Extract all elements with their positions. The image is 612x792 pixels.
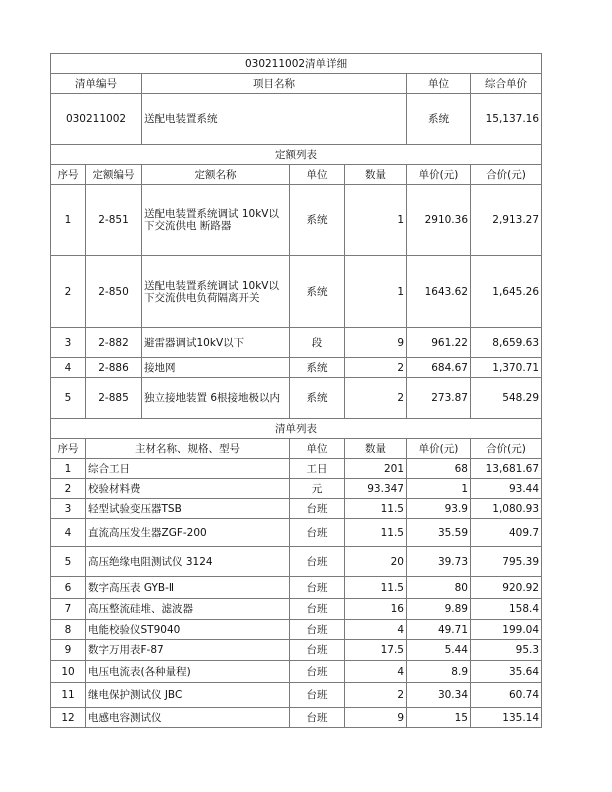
material-qty: 16 bbox=[345, 599, 407, 620]
quota-row bbox=[51, 256, 542, 328]
material-qty: 11.5 bbox=[345, 499, 407, 519]
material-price: 49.71 bbox=[407, 620, 471, 640]
quota-header-row bbox=[51, 165, 542, 185]
bill-header-code: 清单编号 bbox=[51, 74, 142, 94]
material-price: 8.9 bbox=[407, 661, 471, 683]
quota-qty: 2 bbox=[345, 358, 407, 378]
material-row bbox=[51, 547, 542, 577]
quota-no: 2 bbox=[51, 256, 86, 328]
quota-code: 2-851 bbox=[86, 185, 142, 256]
material-qty: 4 bbox=[345, 620, 407, 640]
material-name: 数字万用表F-87 bbox=[86, 640, 290, 661]
material-name: 电感电容测试仪 bbox=[86, 708, 290, 728]
quota-row bbox=[51, 358, 542, 378]
quota-unit: 系统 bbox=[290, 256, 345, 328]
material-qty: 11.5 bbox=[345, 519, 407, 547]
material-no: 8 bbox=[51, 620, 86, 640]
quota-name: 接地网 bbox=[142, 358, 290, 378]
quota-total: 2,913.27 bbox=[471, 185, 542, 256]
material-total: 60.74 bbox=[471, 683, 542, 708]
material-header-name: 主材名称、规格、型号 bbox=[86, 439, 290, 459]
quota-price: 1643.62 bbox=[407, 256, 471, 328]
bill-header-price: 综合单价 bbox=[471, 74, 542, 94]
material-price: 35.59 bbox=[407, 519, 471, 547]
material-row bbox=[51, 577, 542, 599]
material-section-title: 清单列表 bbox=[51, 419, 542, 439]
material-price: 1 bbox=[407, 479, 471, 499]
quota-total: 1,370.71 bbox=[471, 358, 542, 378]
bill-name: 送配电装置系统 bbox=[142, 94, 407, 145]
quota-code: 2-885 bbox=[86, 378, 142, 419]
bill-price: 15,137.16 bbox=[471, 94, 542, 145]
material-unit: 台班 bbox=[290, 519, 345, 547]
material-qty: 9 bbox=[345, 708, 407, 728]
material-row bbox=[51, 661, 542, 683]
material-qty: 20 bbox=[345, 547, 407, 577]
quota-total: 8,659.63 bbox=[471, 328, 542, 358]
material-name: 继电保护测试仪 JBC bbox=[86, 683, 290, 708]
material-total: 95.3 bbox=[471, 640, 542, 661]
material-no: 9 bbox=[51, 640, 86, 661]
quota-section-row bbox=[51, 145, 542, 165]
material-row bbox=[51, 683, 542, 708]
quota-name: 独立接地装置 6根接地极以内 bbox=[142, 378, 290, 419]
material-qty: 4 bbox=[345, 661, 407, 683]
quota-code: 2-850 bbox=[86, 256, 142, 328]
quota-header-no: 序号 bbox=[51, 165, 86, 185]
material-no: 2 bbox=[51, 479, 86, 499]
material-qty: 17.5 bbox=[345, 640, 407, 661]
quota-unit: 系统 bbox=[290, 378, 345, 419]
bill-header-row bbox=[51, 74, 542, 94]
material-unit: 台班 bbox=[290, 577, 345, 599]
material-unit: 台班 bbox=[290, 599, 345, 620]
material-total: 13,681.67 bbox=[471, 459, 542, 479]
title-row bbox=[51, 54, 542, 74]
material-header-qty: 数量 bbox=[345, 439, 407, 459]
material-total: 920.92 bbox=[471, 577, 542, 599]
material-name: 校验材料费 bbox=[86, 479, 290, 499]
quota-row bbox=[51, 378, 542, 419]
material-header-total: 合价(元) bbox=[471, 439, 542, 459]
material-row bbox=[51, 479, 542, 499]
quota-header-qty: 数量 bbox=[345, 165, 407, 185]
material-unit: 元 bbox=[290, 479, 345, 499]
material-unit: 台班 bbox=[290, 499, 345, 519]
material-price: 39.73 bbox=[407, 547, 471, 577]
material-unit: 台班 bbox=[290, 620, 345, 640]
quota-unit: 系统 bbox=[290, 185, 345, 256]
quota-row bbox=[51, 185, 542, 256]
material-price: 93.9 bbox=[407, 499, 471, 519]
quota-no: 5 bbox=[51, 378, 86, 419]
material-name: 高压整流硅堆、滤波器 bbox=[86, 599, 290, 620]
quota-total: 548.29 bbox=[471, 378, 542, 419]
quota-code: 2-886 bbox=[86, 358, 142, 378]
bill-unit: 系统 bbox=[407, 94, 471, 145]
material-price: 80 bbox=[407, 577, 471, 599]
quota-row bbox=[51, 328, 542, 358]
material-row bbox=[51, 499, 542, 519]
quota-qty: 1 bbox=[345, 256, 407, 328]
material-total: 135.14 bbox=[471, 708, 542, 728]
material-unit: 台班 bbox=[290, 547, 345, 577]
quota-header-name: 定额名称 bbox=[142, 165, 290, 185]
quota-price: 684.67 bbox=[407, 358, 471, 378]
quota-section-title: 定额列表 bbox=[51, 145, 542, 165]
material-no: 4 bbox=[51, 519, 86, 547]
quota-header-code: 定额编号 bbox=[86, 165, 142, 185]
bill-code: 030211002 bbox=[51, 94, 142, 145]
material-no: 10 bbox=[51, 661, 86, 683]
quota-price: 273.87 bbox=[407, 378, 471, 419]
material-row bbox=[51, 640, 542, 661]
material-total: 1,080.93 bbox=[471, 499, 542, 519]
material-no: 7 bbox=[51, 599, 86, 620]
material-no: 5 bbox=[51, 547, 86, 577]
bill-header-unit: 单位 bbox=[407, 74, 471, 94]
material-price: 5.44 bbox=[407, 640, 471, 661]
quota-qty: 9 bbox=[345, 328, 407, 358]
material-header-unit: 单位 bbox=[290, 439, 345, 459]
quota-no: 3 bbox=[51, 328, 86, 358]
material-name: 轻型试验变压器TSB bbox=[86, 499, 290, 519]
material-price: 15 bbox=[407, 708, 471, 728]
material-price: 68 bbox=[407, 459, 471, 479]
bill-header-name: 项目名称 bbox=[142, 74, 407, 94]
material-qty: 93.347 bbox=[345, 479, 407, 499]
quota-name: 送配电装置系统调试 10kV以下交流供电 断路器 bbox=[142, 185, 290, 256]
material-name: 电压电流表(各种量程) bbox=[86, 661, 290, 683]
quota-price: 2910.36 bbox=[407, 185, 471, 256]
material-total: 35.64 bbox=[471, 661, 542, 683]
material-unit: 台班 bbox=[290, 683, 345, 708]
quota-unit: 段 bbox=[290, 328, 345, 358]
material-qty: 201 bbox=[345, 459, 407, 479]
material-unit: 工日 bbox=[290, 459, 345, 479]
material-row bbox=[51, 599, 542, 620]
material-unit: 台班 bbox=[290, 661, 345, 683]
quota-name: 送配电装置系统调试 10kV以下交流供电负荷隔离开关 bbox=[142, 256, 290, 328]
material-total: 199.04 bbox=[471, 620, 542, 640]
quota-qty: 1 bbox=[345, 185, 407, 256]
material-row bbox=[51, 620, 542, 640]
quota-header-total: 合价(元) bbox=[471, 165, 542, 185]
material-price: 30.34 bbox=[407, 683, 471, 708]
bill-detail-table bbox=[50, 53, 542, 728]
quota-no: 1 bbox=[51, 185, 86, 256]
material-price: 9.89 bbox=[407, 599, 471, 620]
table-title: 030211002清单详细 bbox=[51, 54, 542, 74]
material-header-price: 单价(元) bbox=[407, 439, 471, 459]
material-total: 409.7 bbox=[471, 519, 542, 547]
quota-header-unit: 单位 bbox=[290, 165, 345, 185]
quota-price: 961.22 bbox=[407, 328, 471, 358]
material-header-row bbox=[51, 439, 542, 459]
material-no: 3 bbox=[51, 499, 86, 519]
quota-qty: 2 bbox=[345, 378, 407, 419]
material-total: 795.39 bbox=[471, 547, 542, 577]
quota-unit: 系统 bbox=[290, 358, 345, 378]
material-no: 12 bbox=[51, 708, 86, 728]
quota-header-price: 单价(元) bbox=[407, 165, 471, 185]
material-qty: 2 bbox=[345, 683, 407, 708]
material-row bbox=[51, 708, 542, 728]
material-name: 综合工日 bbox=[86, 459, 290, 479]
material-total: 158.4 bbox=[471, 599, 542, 620]
quota-no: 4 bbox=[51, 358, 86, 378]
quota-code: 2-882 bbox=[86, 328, 142, 358]
material-header-no: 序号 bbox=[51, 439, 86, 459]
material-unit: 台班 bbox=[290, 708, 345, 728]
material-name: 直流高压发生器ZGF-200 bbox=[86, 519, 290, 547]
material-unit: 台班 bbox=[290, 640, 345, 661]
material-no: 1 bbox=[51, 459, 86, 479]
material-total: 93.44 bbox=[471, 479, 542, 499]
material-name: 电能校验仪ST9040 bbox=[86, 620, 290, 640]
material-no: 11 bbox=[51, 683, 86, 708]
material-name: 数字高压表 GYB-Ⅱ bbox=[86, 577, 290, 599]
bill-row bbox=[51, 94, 542, 145]
material-row bbox=[51, 459, 542, 479]
material-qty: 11.5 bbox=[345, 577, 407, 599]
material-section-row bbox=[51, 419, 542, 439]
material-name: 高压绝缘电阻测试仪 3124 bbox=[86, 547, 290, 577]
quota-total: 1,645.26 bbox=[471, 256, 542, 328]
material-row bbox=[51, 519, 542, 547]
quota-name: 避雷器调试10kV以下 bbox=[142, 328, 290, 358]
material-no: 6 bbox=[51, 577, 86, 599]
